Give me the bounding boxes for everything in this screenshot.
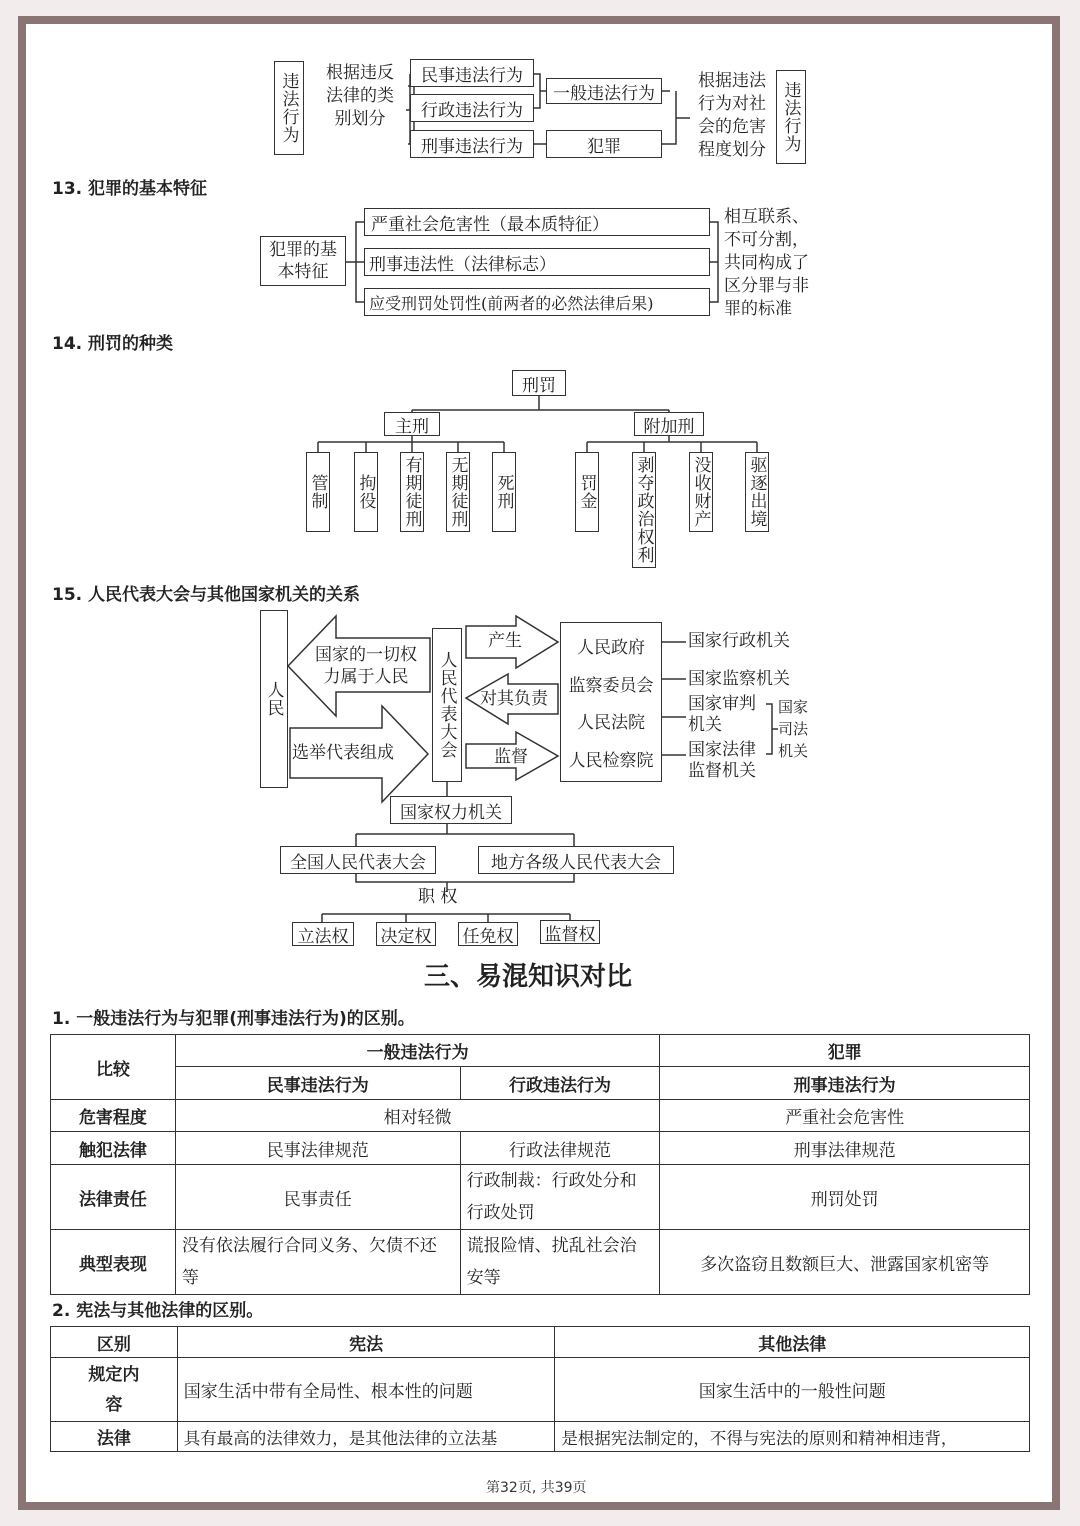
box-line: 本特征 [277, 262, 329, 282]
table-row [51, 1358, 1030, 1422]
feature-punishable: 应受刑罚处罚性(前两者的必然法律后果) [364, 288, 710, 316]
illegal-act-box-left: 违法行为 [274, 61, 304, 155]
powers-label: 职 权 [418, 887, 458, 907]
th-difference: 区别 [51, 1327, 178, 1358]
people-box: 人民 [260, 610, 288, 788]
page-number: 第32页, 共39页 [486, 1480, 587, 1496]
congress-box: 人民代表大会 [432, 628, 462, 782]
power-appointment: 任免权 [458, 922, 518, 946]
cell: 谎报险情、扰乱社会治安等 [460, 1230, 660, 1295]
note-line: 法律的类 [326, 86, 394, 106]
cell: 行政制裁：行政处分和行政处罚 [460, 1165, 660, 1230]
table-row [51, 1165, 1030, 1230]
th-civil: 民事违法行为 [175, 1067, 460, 1100]
note-line: 会的危害 [698, 117, 766, 137]
criminal-violation-box: 刑事违法行为 [410, 130, 534, 158]
th-admin: 行政违法行为 [460, 1067, 660, 1100]
document-page [26, 24, 1052, 1502]
penalty-life: 无期徒刑 [446, 452, 470, 532]
power-decision: 决定权 [376, 922, 436, 946]
cell: 具有最高的法律效力，是其他法律的立法基 [177, 1422, 555, 1452]
note-line: 根据违反 [326, 63, 394, 83]
penalty-control: 管制 [306, 452, 330, 532]
power-supervision: 监督权 [540, 920, 600, 944]
cell: 刑罚处罚 [660, 1165, 1030, 1230]
crime-box: 犯罪 [546, 130, 662, 158]
table-row [51, 1100, 1030, 1132]
table-row [51, 1132, 1030, 1165]
row-label: 法律责任 [51, 1165, 176, 1230]
cell: 国家生活中带有全局性、根本性的问题 [177, 1358, 555, 1422]
section-14-heading: 14. 刑罚的种类 [52, 334, 174, 354]
organ-government: 人民政府 [577, 638, 645, 659]
crime-features-note [724, 206, 824, 321]
note-line: 区分罪与非 [724, 276, 809, 296]
npc-box: 全国人民代表大会 [280, 846, 436, 874]
power-legislation: 立法权 [292, 922, 354, 946]
penalty-fine: 罚金 [575, 452, 599, 532]
cell: 严重社会危害性 [660, 1100, 1030, 1132]
cell: 行政法律规范 [460, 1132, 660, 1165]
table1-heading: 1. 一般违法行为与犯罪(刑事违法行为)的区别。 [52, 1009, 415, 1029]
classify-by-law-note [310, 62, 410, 131]
principal-penalty-box: 主刑 [384, 412, 440, 436]
th-criminal: 刑事违法行为 [660, 1067, 1030, 1100]
cell: 刑事法律规范 [660, 1132, 1030, 1165]
role-supervisory: 国家监察机关 [688, 669, 790, 689]
th-constitution: 宪法 [177, 1327, 555, 1358]
role-legal-supervision: 国家法律监督机关 [688, 740, 756, 781]
penalty-fixed-term: 有期徒刑 [400, 452, 424, 532]
note-line: 相互联系、 [724, 207, 809, 227]
penalty-confiscation: 没收财产 [689, 452, 713, 532]
judicial-organs-label: 国家司法机关 [778, 698, 809, 760]
cell: 国家生活中的一般性问题 [555, 1358, 1030, 1422]
supervise-arrow-label: 监督 [494, 747, 528, 767]
note-line: 共同构成了 [724, 253, 809, 273]
row-label: 法律 [51, 1422, 178, 1452]
state-organs-box [560, 622, 662, 782]
organ-procuratorate: 人民检察院 [568, 750, 654, 771]
elect-arrow-label: 选举代表组成 [292, 743, 394, 763]
organ-court: 人民法院 [577, 713, 645, 734]
cell: 民事责任 [175, 1165, 460, 1230]
row-label: 典型表现 [51, 1230, 176, 1295]
section-15-heading: 15. 人民代表大会与其他国家机关的关系 [52, 585, 361, 605]
crime-features-box [260, 236, 346, 286]
row-label: 触犯法律 [51, 1132, 176, 1165]
all-power-arrow-label [304, 644, 428, 688]
penalty-deprivation: 剥夺政治权利 [632, 452, 656, 568]
cell: 民事法律规范 [175, 1132, 460, 1165]
box-line: 犯罪的基 [269, 240, 337, 260]
penalty-root-box: 刑罚 [512, 370, 566, 396]
table2-heading: 2. 宪法与其他法律的区别。 [52, 1301, 264, 1321]
note-line: 罪的标准 [724, 299, 792, 319]
row-label: 危害程度 [51, 1100, 176, 1132]
penalty-death: 死刑 [492, 452, 516, 532]
th-other-laws: 其他法律 [555, 1327, 1030, 1358]
additional-penalty-box: 附加刑 [634, 412, 704, 436]
table-constitution-vs-laws [50, 1326, 1030, 1452]
penalty-detention: 拘役 [354, 452, 378, 532]
table-violation-vs-crime [50, 1034, 1030, 1295]
note-line: 别划分 [334, 109, 386, 129]
note-line: 行为对社 [698, 94, 766, 114]
cell: 相对轻微 [175, 1100, 660, 1132]
admin-violation-box: 行政违法行为 [410, 94, 534, 122]
feature-social-harm: 严重社会危害性（最本质特征） [364, 208, 710, 236]
arrow-line: 国家的一切权 [315, 645, 417, 665]
table-row [51, 1230, 1030, 1295]
section-3-title: 三、易混知识对比 [424, 962, 633, 992]
cell: 是根据宪法制定的，不得与宪法的原则和精神相违背， [555, 1422, 1030, 1452]
section-13-heading: 13. 犯罪的基本特征 [52, 179, 208, 199]
responsible-arrow-label: 对其负责 [480, 689, 548, 709]
role-administrative: 国家行政机关 [688, 631, 790, 651]
note-line: 根据违法 [698, 71, 766, 91]
role-judicial: 国家审判机关 [688, 694, 756, 735]
civil-violation-box: 民事违法行为 [410, 59, 534, 87]
th-general-violation: 一般违法行为 [175, 1035, 660, 1067]
penalty-deportation: 驱逐出境 [745, 452, 769, 532]
th-crime: 犯罪 [660, 1035, 1030, 1067]
table-row [51, 1422, 1030, 1452]
organ-supervision: 监察委员会 [568, 675, 654, 696]
th-compare: 比较 [51, 1035, 176, 1100]
illegal-act-box-right: 违法行为 [776, 70, 806, 164]
classify-by-harm-note [690, 70, 774, 162]
note-line: 程度划分 [698, 140, 766, 160]
feature-criminal-illegality: 刑事违法性（法律标志） [364, 248, 710, 276]
produce-arrow-label: 产生 [488, 631, 522, 651]
local-congress-box: 地方各级人民代表大会 [478, 846, 674, 874]
cell: 没有依法履行合同义务、欠债不还等 [175, 1230, 460, 1295]
cell: 多次盗窃且数额巨大、泄露国家机密等 [660, 1230, 1030, 1295]
row-label: 规定内容 [51, 1358, 178, 1422]
note-line: 不可分割， [724, 230, 809, 250]
general-violation-box: 一般违法行为 [546, 78, 662, 104]
state-power-organ-box: 国家权力机关 [390, 796, 512, 824]
arrow-line: 力属于人民 [323, 667, 409, 687]
